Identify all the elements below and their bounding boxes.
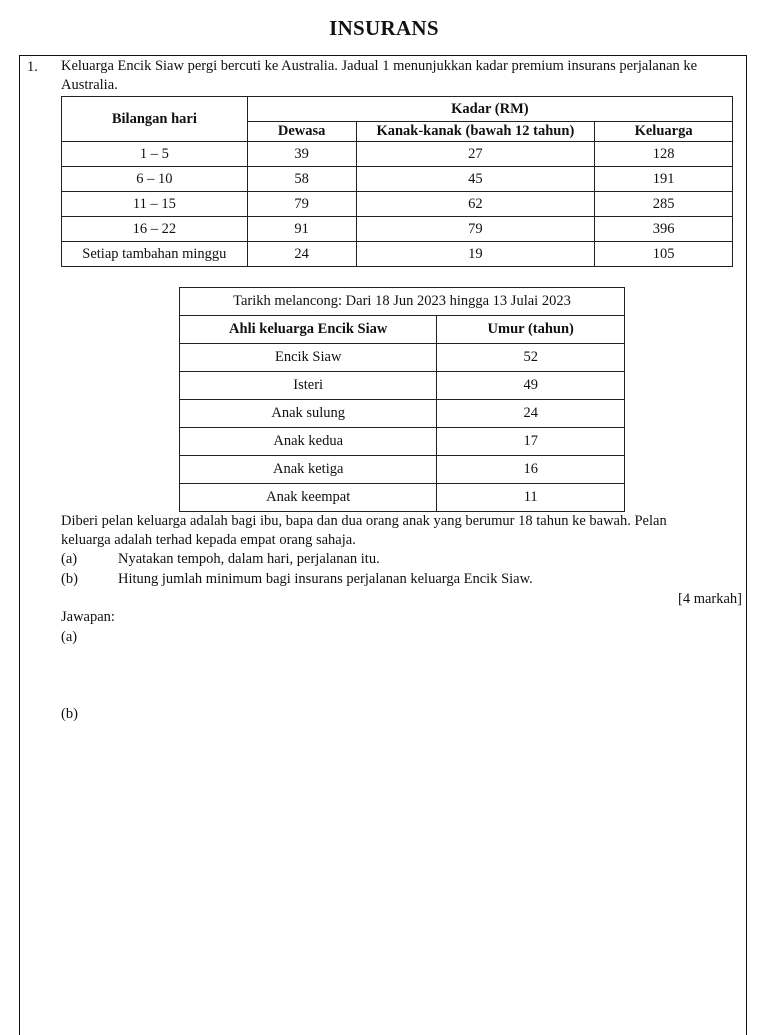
table-row — [62, 192, 733, 217]
table-row — [180, 372, 625, 400]
table-row — [62, 242, 733, 267]
days-cell: 6 – 10 — [62, 167, 248, 192]
family-rate-cell: 191 — [595, 167, 733, 192]
table-row — [180, 428, 625, 456]
adult-rate-cell: 79 — [247, 192, 356, 217]
days-cell: Setiap tambahan minggu — [62, 242, 248, 267]
member-cell: Anak keempat — [180, 484, 437, 512]
adult-rate-cell: 39 — [247, 142, 356, 167]
col-member: Ahli keluarga Encik Siaw — [180, 316, 437, 344]
family-plan-note — [61, 512, 745, 550]
adult-rate-cell: 24 — [247, 242, 356, 267]
age-cell: 16 — [437, 456, 625, 484]
child-rate-cell: 62 — [356, 192, 595, 217]
answer-heading: Jawapan: — [61, 609, 115, 625]
header-rate: Kadar (RM) — [247, 97, 732, 122]
member-cell: Encik Siaw — [180, 344, 437, 372]
table-row — [180, 456, 625, 484]
days-cell: 11 – 15 — [62, 192, 248, 217]
family-rate-cell: 396 — [595, 217, 733, 242]
child-rate-cell: 79 — [356, 217, 595, 242]
note-line-1: Diberi pelan keluarga adalah bagi ibu, bapa dan dua orang anak yang berumur 18 tahun ke bawah. Pelan — [61, 513, 667, 529]
question-intro-line-1: Keluarga Encik Siaw pergi bercuti ke Australia. Jadual 1 menunjukkan kadar premium insurans perjalanan ke — [61, 58, 698, 74]
member-cell: Isteri — [180, 372, 437, 400]
family-rate-cell: 128 — [595, 142, 733, 167]
table-row — [180, 400, 625, 428]
days-cell: 16 – 22 — [62, 217, 248, 242]
age-cell: 52 — [437, 344, 625, 372]
answer-b-label: (b) — [61, 706, 78, 722]
answer-a-label: (a) — [61, 629, 78, 645]
travel-dates: Tarikh melancong: Dari 18 Jun 2023 hingga 13 Julai 2023 — [180, 288, 625, 316]
age-cell: 17 — [437, 428, 625, 456]
family-rate-cell: 105 — [595, 242, 733, 267]
child-rate-cell: 19 — [356, 242, 595, 267]
member-cell: Anak sulung — [180, 400, 437, 428]
col-age: Umur (tahun) — [437, 316, 625, 344]
days-cell: 1 – 5 — [62, 142, 248, 167]
note-line-2: keluarga adalah terhad kepada empat orang sahaja. — [61, 532, 356, 548]
child-rate-cell: 45 — [356, 167, 595, 192]
question-number: 1. — [27, 59, 38, 75]
marks-label: [4 markah] — [677, 591, 742, 607]
family-rate-cell: 285 — [595, 192, 733, 217]
age-cell: 24 — [437, 400, 625, 428]
part-b-label: (b) — [61, 571, 78, 587]
age-cell: 11 — [437, 484, 625, 512]
age-cell: 49 — [437, 372, 625, 400]
table-row — [180, 484, 625, 512]
table-row — [62, 142, 733, 167]
col-adult: Dewasa — [247, 122, 356, 142]
part-a-label: (a) — [61, 551, 78, 567]
question-intro-line-2: Australia. — [61, 77, 118, 93]
family-table — [179, 287, 625, 512]
member-cell: Anak kedua — [180, 428, 437, 456]
member-cell: Anak ketiga — [180, 456, 437, 484]
part-a-text: Nyatakan tempoh, dalam hari, perjalanan itu. — [118, 551, 380, 567]
question-intro — [61, 57, 745, 95]
child-rate-cell: 27 — [356, 142, 595, 167]
adult-rate-cell: 58 — [247, 167, 356, 192]
col-family: Keluarga — [595, 122, 733, 142]
header-days: Bilangan hari — [62, 97, 248, 142]
part-b-text: Hitung jumlah minimum bagi insurans perjalanan keluarga Encik Siaw. — [118, 571, 533, 587]
table-row — [180, 344, 625, 372]
rates-table — [61, 96, 733, 267]
table-row — [62, 217, 733, 242]
page-title: INSURANS — [329, 16, 439, 40]
adult-rate-cell: 91 — [247, 217, 356, 242]
col-child: Kanak-kanak (bawah 12 tahun) — [356, 122, 595, 142]
table-row — [62, 167, 733, 192]
